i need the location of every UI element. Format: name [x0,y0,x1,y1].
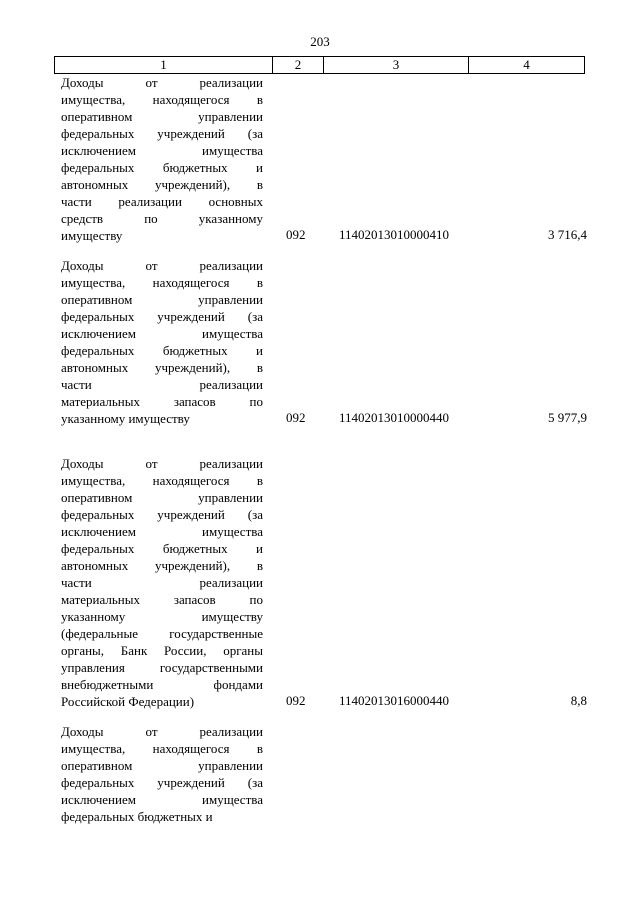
description-line: оперативном управлении [61,292,263,307]
description-line: федеральных учреждений (за [61,775,263,790]
description-line: указанному имуществу [61,411,190,426]
description-line: оперативном управлении [61,758,263,773]
description-line: части реализации [61,377,263,392]
row-description [61,723,263,825]
row-amount: 3 716,4 [548,227,587,242]
description-line: федеральных бюджетных и [61,541,263,556]
description-line: части реализации основных [61,194,263,209]
description-line: имуществу [61,228,123,243]
description-line: Доходы от реализации [61,75,263,90]
description-line: средств по указанному [61,211,263,226]
row-kbk: 11402013010000410 [339,227,450,242]
row-amount: 8,8 [570,693,587,708]
description-line: имущества, находящегося в [61,473,263,488]
description-line: Российской Федерации) [61,694,195,709]
header-col-1: 1 [55,57,273,74]
row-amount: 5 977,9 [548,410,587,425]
description-line: (федеральные государственные [61,626,263,641]
description-line: автономных учреждений), в [61,558,263,573]
row-kbk: 11402013010000440 [339,410,450,425]
description-line: оперативном управлении [61,109,263,124]
row-description [61,455,263,710]
description-line: имущества, находящегося в [61,275,263,290]
description-line: исключением имущества [61,143,263,158]
row-description [61,74,263,244]
description-line: федеральных учреждений (за [61,507,263,522]
description-line: материальных запасов по [61,394,263,409]
row-description [61,257,263,427]
description-line: имущества, находящегося в [61,92,263,107]
description-line: автономных учреждений), в [61,177,263,192]
description-line: Доходы от реализации [61,258,263,273]
row-code: 092 [286,693,306,708]
description-line: части реализации [61,575,263,590]
description-line: федеральных учреждений (за [61,126,263,141]
description-line: материальных запасов по [61,592,263,607]
description-line: федеральных бюджетных и [61,343,263,358]
page-number: 203 [310,34,330,49]
header-col-4: 4 [469,57,585,74]
description-line: исключением имущества [61,792,263,807]
description-line: указанному имуществу [61,609,263,624]
description-line: имущества, находящегося в [61,741,263,756]
description-line: Доходы от реализации [61,724,263,739]
header-col-2: 2 [273,57,324,74]
header-col-3: 3 [324,57,469,74]
row-code: 092 [286,227,306,242]
description-line: исключением имущества [61,524,263,539]
table-header [54,56,585,74]
description-line: управления государственными [61,660,263,675]
description-line: оперативном управлении [61,490,263,505]
description-line: федеральных бюджетных и [61,160,263,175]
description-line: органы, Банк России, органы [61,643,263,658]
description-line: федеральных бюджетных и [61,809,213,824]
description-line: внебюджетными фондами [61,677,263,692]
row-code: 092 [286,410,306,425]
row-kbk: 11402013016000440 [339,693,450,708]
description-line: Доходы от реализации [61,456,263,471]
description-line: федеральных учреждений (за [61,309,263,324]
description-line: автономных учреждений), в [61,360,263,375]
description-line: исключением имущества [61,326,263,341]
